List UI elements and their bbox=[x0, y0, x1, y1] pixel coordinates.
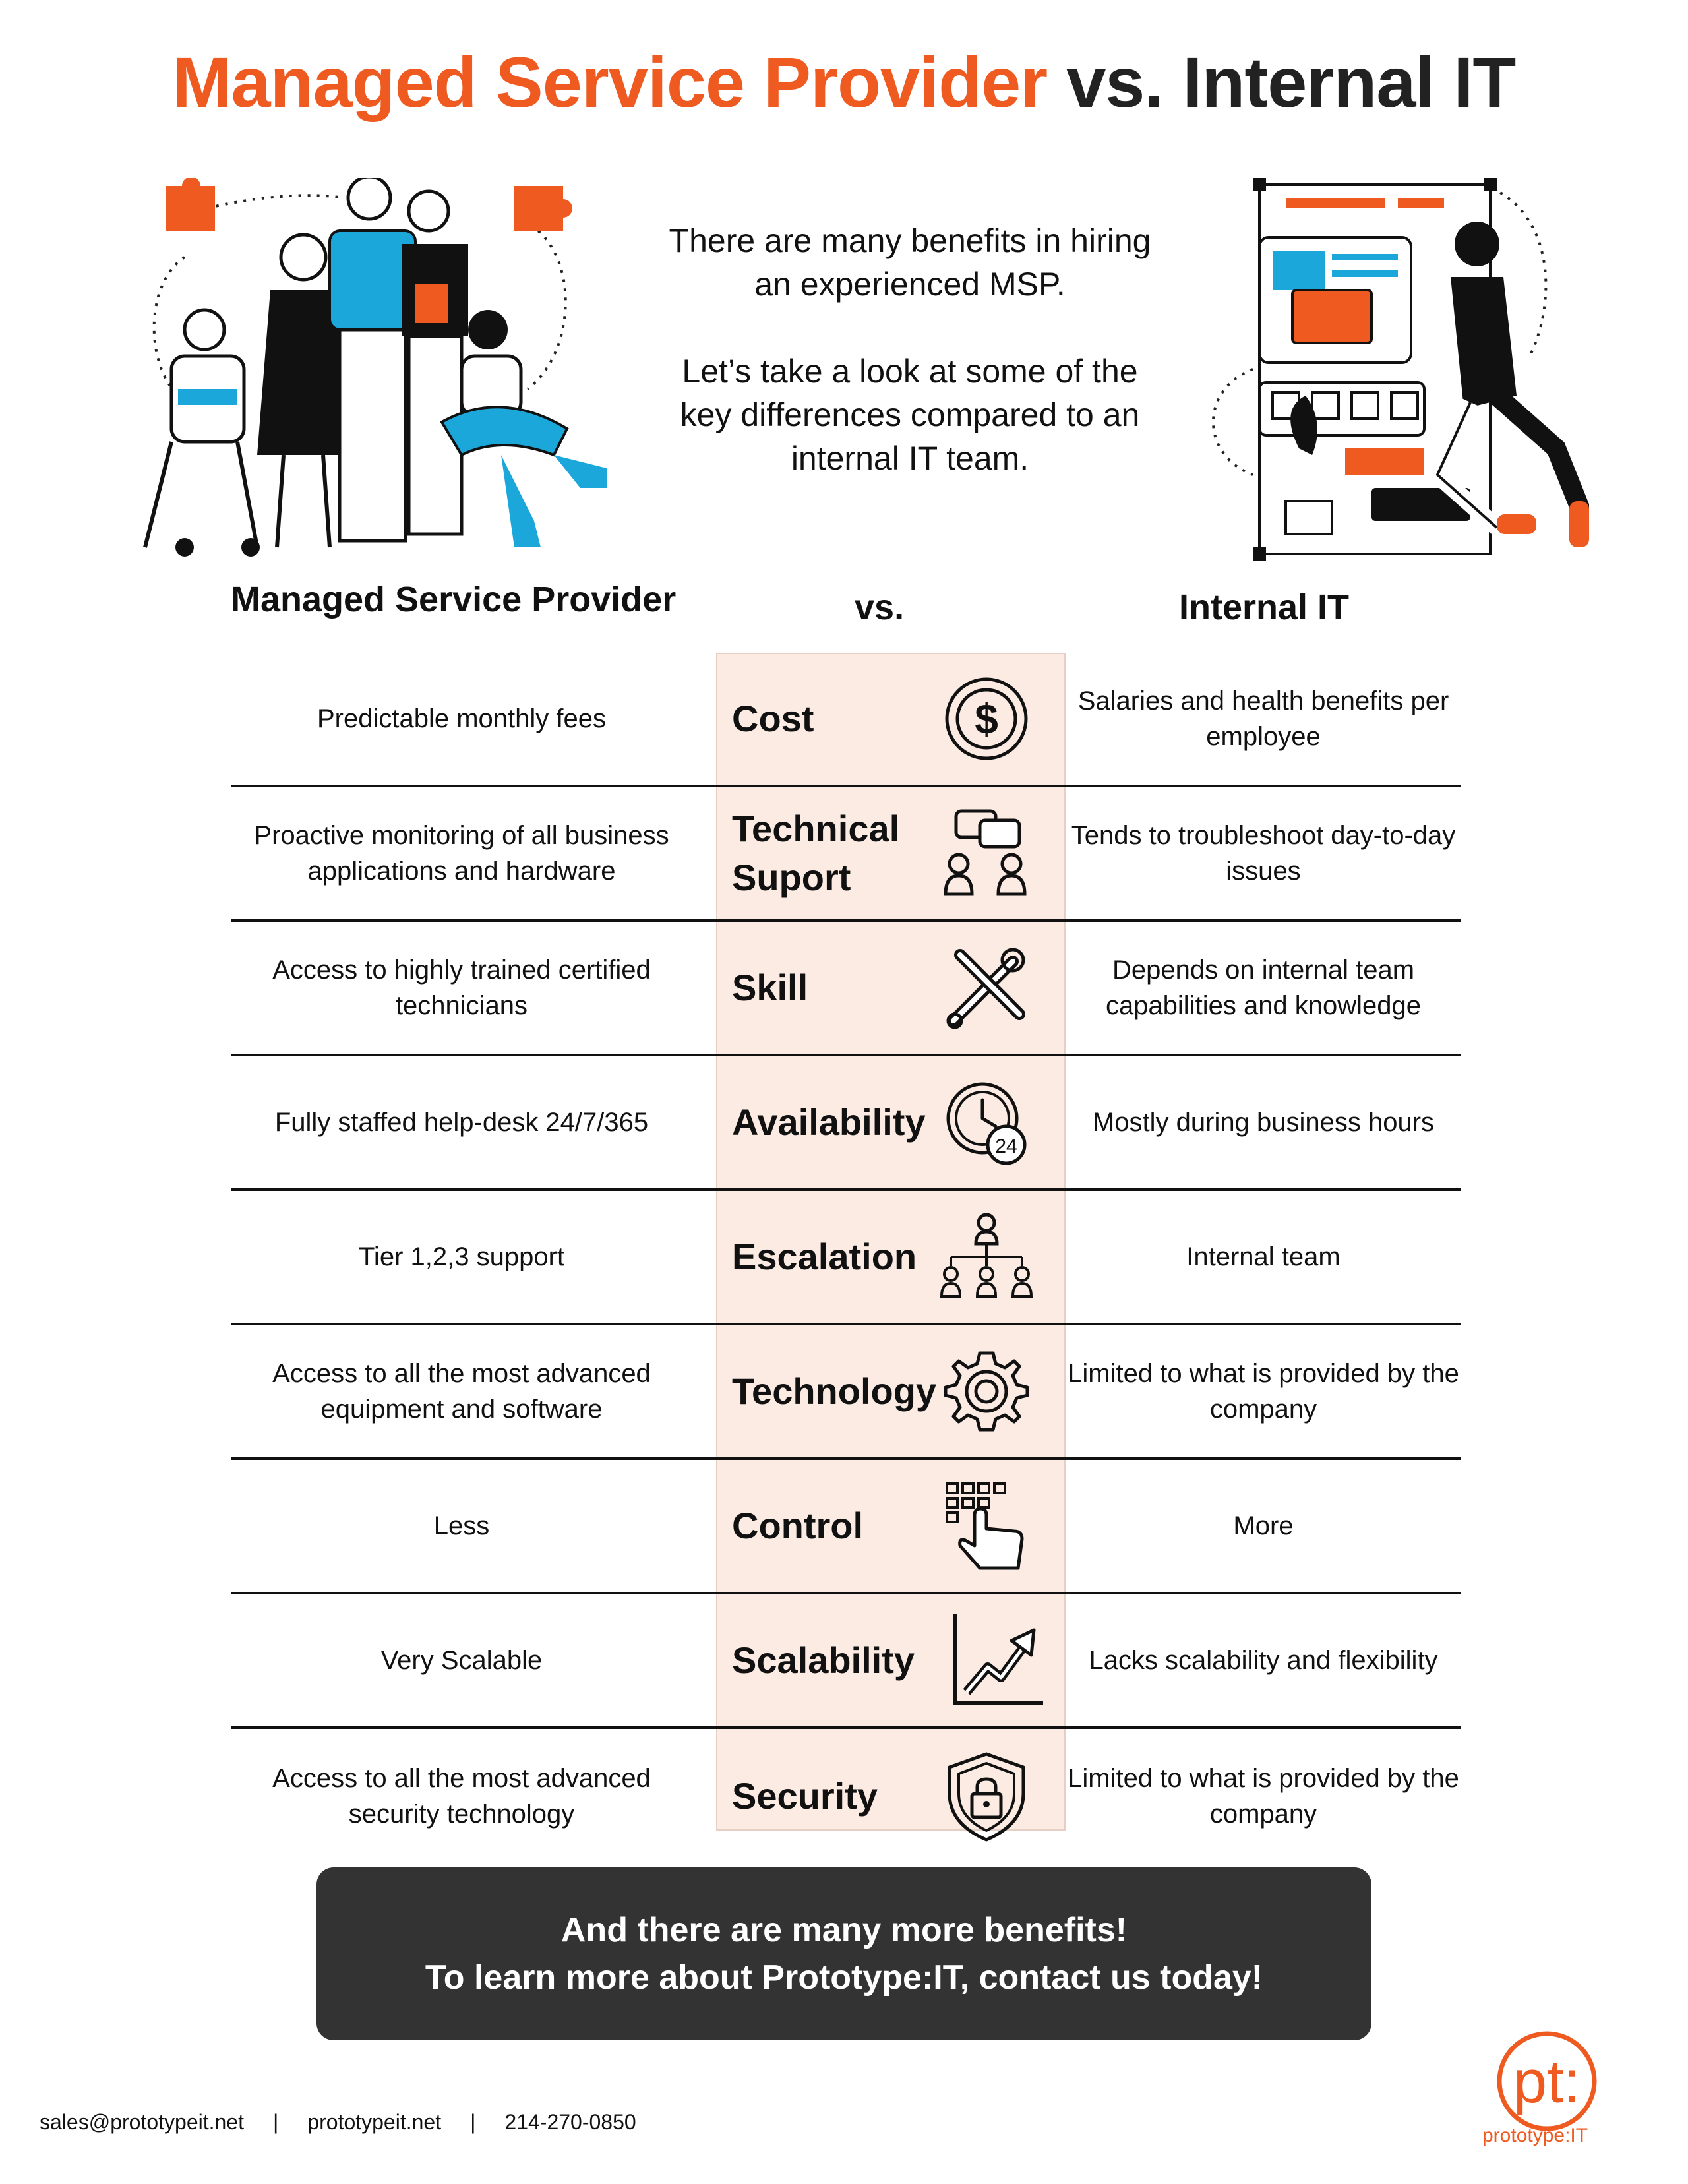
footer-website-link[interactable]: prototypeit.net bbox=[307, 2110, 442, 2134]
table-row bbox=[231, 1191, 1461, 1325]
msp-cell: Access to highly trained certified technicians bbox=[272, 956, 651, 1020]
tools-icon bbox=[940, 942, 1033, 1034]
internal-it-cell: More bbox=[1233, 1511, 1294, 1540]
footer-phone[interactable]: 214-270-0850 bbox=[504, 2110, 636, 2134]
category-label: Escalation bbox=[732, 1236, 917, 1277]
internal-it-cell: Internal team bbox=[1186, 1242, 1341, 1271]
table-row bbox=[231, 1729, 1461, 1864]
svg-text:$: $ bbox=[975, 695, 998, 743]
internal-it-cell: Lacks scalability and flexibility bbox=[1089, 1646, 1438, 1675]
internal-it-cell: Salaries and health benefits per employee bbox=[1077, 686, 1449, 751]
table-row bbox=[231, 1056, 1461, 1191]
shield-lock-icon bbox=[940, 1750, 1033, 1842]
cta-line-1: And there are many more benefits! bbox=[560, 1911, 1128, 1949]
cta-banner bbox=[316, 1867, 1372, 2040]
msp-cell: Less bbox=[433, 1511, 490, 1540]
growth-chart-icon bbox=[951, 1614, 1043, 1707]
internal-it-cell: Depends on internal team capabilities and knowledge bbox=[1105, 956, 1422, 1020]
msp-cell: Very Scalable bbox=[380, 1646, 543, 1675]
team-illustration bbox=[106, 178, 626, 567]
intro-line-1: There are many benefits in hiring an experienced MSP. bbox=[669, 222, 1151, 303]
comparison-table bbox=[231, 653, 1461, 1864]
msp-cell: Proactive monitoring of all business applications and hardware bbox=[254, 821, 669, 886]
category-label: Control bbox=[732, 1505, 864, 1546]
category-label: Cost bbox=[732, 698, 814, 739]
logo-name: prototype:IT bbox=[1482, 2125, 1588, 2146]
category-label: Technical Suport bbox=[732, 808, 900, 898]
table-row bbox=[231, 653, 1461, 787]
footer-separator: | bbox=[470, 2110, 476, 2134]
msp-cell: Fully staffed help-desk 24/7/365 bbox=[274, 1108, 649, 1137]
category-label: Skill bbox=[732, 967, 808, 1008]
table-row bbox=[231, 1594, 1461, 1729]
header-msp: Managed Service Provider bbox=[231, 580, 677, 619]
page-title bbox=[0, 41, 1688, 123]
category-label: Scalability bbox=[732, 1639, 915, 1681]
table-row bbox=[231, 1325, 1461, 1460]
header-internal-it: Internal IT bbox=[1179, 588, 1350, 627]
footer-email-link[interactable]: sales@prototypeit.net bbox=[40, 2110, 244, 2134]
dashboard-illustration bbox=[1187, 171, 1589, 567]
category-label: Security bbox=[732, 1775, 878, 1817]
intro-line-2: Let’s take a look at some of the key differences compared to an internal IT team. bbox=[680, 353, 1140, 477]
cta-line-2: To learn more about Prototype:IT, contact us today! bbox=[425, 1958, 1263, 1997]
org-chart-icon bbox=[940, 1211, 1033, 1303]
msp-cell: Access to all the most advanced equipment and software bbox=[272, 1359, 651, 1424]
footer-separator: | bbox=[272, 2110, 279, 2134]
category-label: Technology bbox=[732, 1370, 937, 1412]
table-row bbox=[231, 922, 1461, 1056]
title-msp: Managed Service Provider bbox=[172, 42, 1048, 122]
logo-mark: pt: bbox=[1513, 2048, 1581, 2115]
msp-cell: Predictable monthly fees bbox=[316, 704, 606, 733]
keypad-touch-icon bbox=[940, 1480, 1033, 1572]
title-internal-it: Internal IT bbox=[1182, 42, 1516, 122]
category-label: Availability bbox=[732, 1101, 926, 1143]
msp-cell: Tier 1,2,3 support bbox=[358, 1242, 564, 1271]
table-row bbox=[231, 1460, 1461, 1594]
internal-it-cell: Limited to what is provided by the company bbox=[1068, 1359, 1459, 1424]
title-vs: vs. bbox=[1066, 42, 1164, 122]
msp-cell: Access to all the most advanced security technology bbox=[272, 1764, 651, 1829]
clock-24-icon bbox=[940, 1076, 1033, 1168]
internal-it-cell: Tends to troubleshoot day-to-day issues bbox=[1071, 821, 1456, 886]
footer-contact bbox=[40, 2110, 636, 2135]
header-vs: vs. bbox=[855, 588, 905, 627]
dollar-coin-icon bbox=[940, 673, 1033, 765]
table-row bbox=[231, 787, 1461, 922]
internal-it-cell: Limited to what is provided by the company bbox=[1068, 1764, 1459, 1829]
intro-text bbox=[659, 219, 1160, 524]
support-chat-icon bbox=[940, 807, 1033, 899]
gear-icon bbox=[940, 1345, 1033, 1438]
internal-it-cell: Mostly during business hours bbox=[1092, 1108, 1435, 1137]
svg-text:24: 24 bbox=[995, 1136, 1017, 1157]
